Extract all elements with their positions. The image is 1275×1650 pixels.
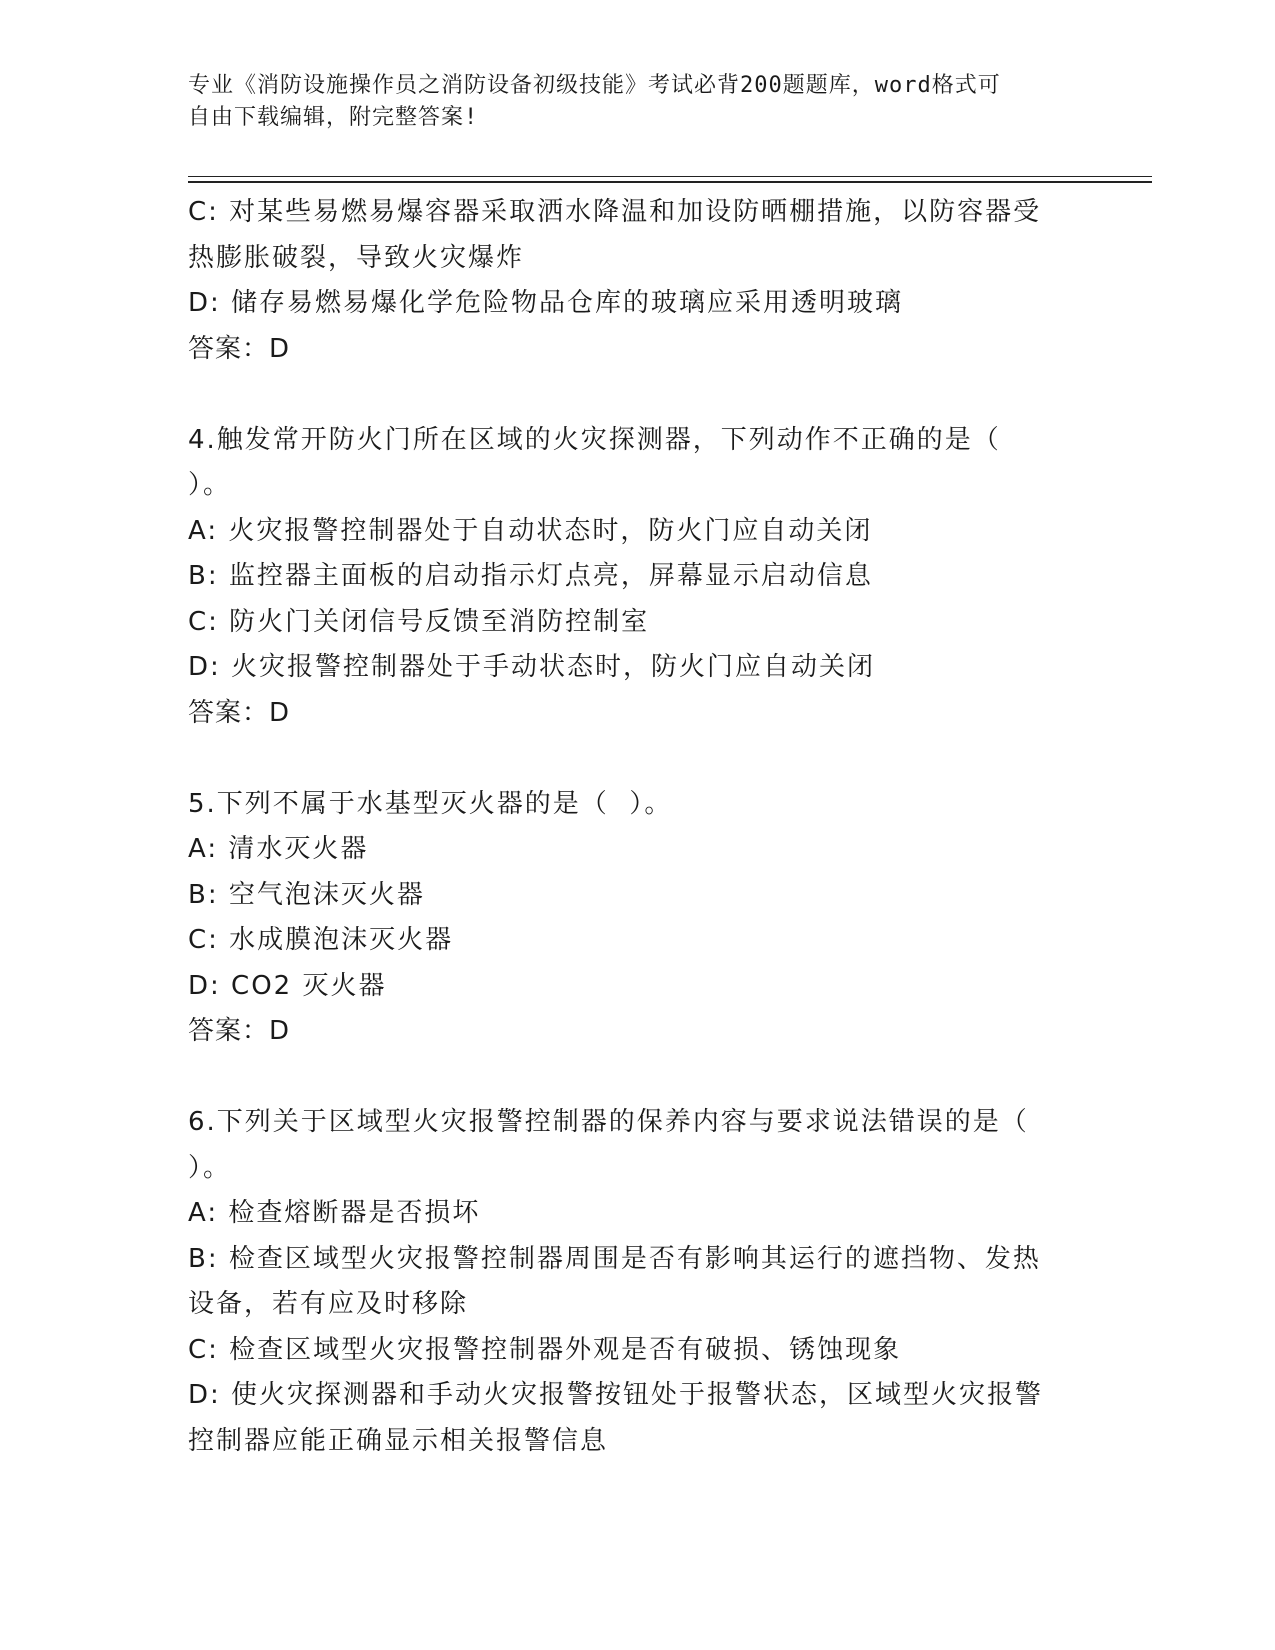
- option-b: B: 监控器主面板的启动指示灯点亮，屏幕显示启动信息: [188, 561, 873, 591]
- option-c: C: 防火门关闭信号反馈至消防控制室: [188, 606, 650, 637]
- header-line-1: 专业《消防设施操作员之消防设备初级技能》考试必背200题题库，word格式可: [188, 73, 1001, 98]
- question-5: [188, 782, 1088, 1055]
- question-stem-line-1: 4.触发常开防火门所在区域的火灾探测器，下列动作不正确的是（: [188, 424, 1001, 455]
- option-d-line-1: D: 使火灾探测器和手动火灾报警按钮处于报警状态，区域型火灾报警: [188, 1380, 1044, 1410]
- option-d: D: CO2 灭火器: [188, 970, 387, 1001]
- option-c-line-1: C: 对某些易燃易爆容器采取洒水降温和加设防晒棚措施，以防容器受: [188, 197, 1042, 227]
- spacer: [188, 736, 1088, 782]
- question-stem-line-2: ）。: [188, 470, 232, 500]
- header-divider-thick: [188, 181, 1152, 183]
- question-stem: 5.下列不属于水基型灭火器的是（ ）。: [188, 788, 673, 819]
- option-a: A: 清水灭火器: [188, 834, 369, 864]
- option-b-line-1: B: 检查区域型火灾报警控制器周围是否有影响其运行的遮挡物、发热: [188, 1243, 1041, 1274]
- header-divider-thin: [188, 176, 1152, 177]
- question-stem-line-1: 6.下列关于区域型火灾报警控制器的保养内容与要求说法错误的是（: [188, 1107, 1029, 1137]
- option-b-line-2: 设备，若有应及时移除: [188, 1289, 469, 1319]
- question-4: [188, 418, 1088, 737]
- spacer: [188, 372, 1088, 418]
- option-c: C: 检查区域型火灾报警控制器外观是否有破损、锈蚀现象: [188, 1334, 902, 1365]
- question-3-tail: [188, 190, 1088, 372]
- question-6: [188, 1100, 1088, 1464]
- option-d-line-2: 控制器应能正确显示相关报警信息: [188, 1425, 609, 1456]
- option-c-line-2: 热膨胀破裂，导致火灾爆炸: [188, 242, 525, 273]
- answer: 答案：D: [188, 333, 291, 364]
- option-d: D: 储存易燃易爆化学危险物品仓库的玻璃应采用透明玻璃: [188, 288, 904, 318]
- document-header: [188, 70, 1068, 134]
- answer: 答案：D: [188, 697, 291, 728]
- option-a: A: 火灾报警控制器处于自动状态时，防火门应自动关闭: [188, 515, 873, 546]
- document-body: [188, 190, 1088, 1464]
- option-c: C: 水成膜泡沫灭火器: [188, 925, 454, 955]
- answer: 答案：D: [188, 1016, 291, 1046]
- option-a: A: 检查熔断器是否损坏: [188, 1198, 481, 1228]
- question-stem-line-2: ）。: [188, 1152, 232, 1183]
- header-line-2: 自由下载编辑，附完整答案!: [188, 105, 479, 130]
- option-b: B: 空气泡沫灭火器: [188, 879, 425, 910]
- option-d: D: 火灾报警控制器处于手动状态时，防火门应自动关闭: [188, 652, 876, 682]
- spacer: [188, 1055, 1088, 1101]
